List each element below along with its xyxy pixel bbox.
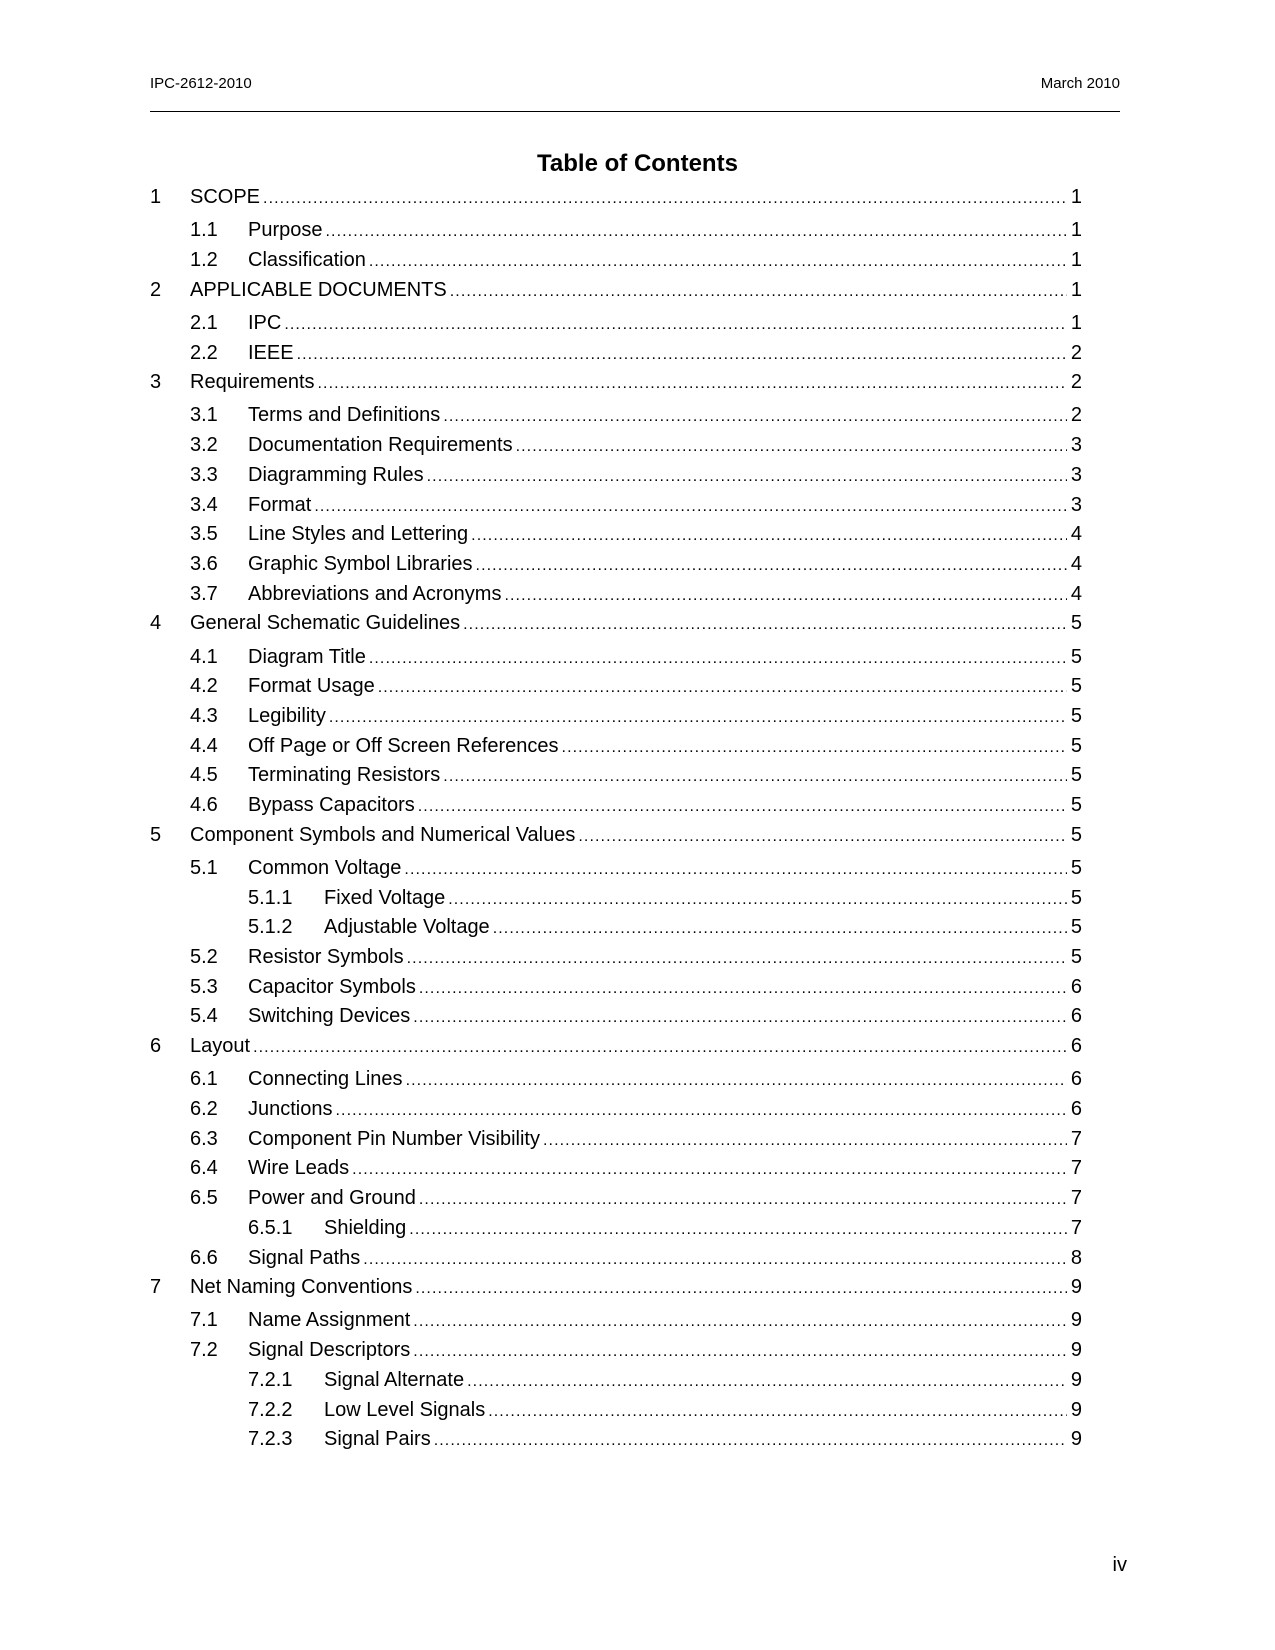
toc-entry-label: Resistor Symbols [248, 946, 407, 969]
toc-dot-leader [253, 1039, 1067, 1057]
toc-entry-label: Graphic Symbol Libraries [248, 553, 476, 576]
toc-entry[interactable] [190, 705, 1082, 731]
toc-entry-label: Off Page or Off Screen References [248, 735, 562, 758]
toc-entry-page: 4 [1067, 523, 1082, 546]
toc-entry-label: Component Pin Number Visibility [248, 1128, 543, 1151]
toc-dot-leader [443, 768, 1067, 786]
page-number: iv [1112, 1554, 1127, 1576]
toc-entry-number: 3.3 [190, 463, 218, 486]
toc-entry-number: 6 [150, 1035, 162, 1058]
toc-entry-label: Purpose [248, 219, 326, 242]
toc-entry-page: 5 [1067, 675, 1082, 698]
toc-dot-leader [329, 709, 1067, 727]
toc-entry[interactable] [190, 434, 1082, 460]
toc-entry-number: 6.1 [190, 1068, 218, 1091]
toc-entry-page: 5 [1067, 794, 1082, 817]
toc-entry-page: 5 [1067, 612, 1082, 635]
toc-entry-label: Requirements [190, 371, 318, 394]
header-date: March 2010 [1040, 75, 1120, 92]
toc-dot-leader [471, 527, 1067, 545]
toc-entry-number: 7.2 [190, 1339, 218, 1362]
toc-entry-page: 9 [1067, 1309, 1082, 1332]
toc-entry-number: 4.4 [190, 734, 218, 757]
toc-entry-label: Signal Paths [248, 1247, 363, 1270]
toc-entry-number: 5.4 [190, 1005, 218, 1028]
toc-entry-page: 7 [1067, 1128, 1082, 1151]
toc-entry-number: 4.5 [190, 764, 218, 787]
toc-entry-number: 3.4 [190, 493, 218, 516]
toc-entry-number: 4.3 [190, 704, 218, 727]
toc-entry[interactable] [150, 824, 1082, 850]
toc-dot-leader [297, 346, 1067, 364]
toc-entry[interactable] [190, 464, 1082, 490]
toc-entry-page: 5 [1067, 735, 1082, 758]
toc-entry[interactable] [150, 1276, 1082, 1302]
toc-dot-leader [413, 1313, 1067, 1331]
toc-entry-page: 9 [1067, 1369, 1082, 1392]
toc-dot-leader [504, 587, 1067, 605]
toc-entry-label: Layout [190, 1035, 253, 1058]
toc-entry[interactable] [190, 1309, 1082, 1335]
toc-entry-label: Connecting Lines [248, 1068, 406, 1091]
toc-entry-page: 9 [1067, 1339, 1082, 1362]
toc-dot-leader [284, 316, 1067, 334]
toc-entry[interactable] [190, 1187, 1082, 1213]
toc-entry[interactable] [190, 1157, 1082, 1183]
toc-entry-number: 7.2.2 [248, 1398, 293, 1421]
toc-entry-label: Bypass Capacitors [248, 794, 418, 817]
toc-entry-page: 1 [1067, 219, 1082, 242]
toc-dot-leader [413, 1009, 1067, 1027]
toc-entry-label: Signal Descriptors [248, 1339, 413, 1362]
toc-entry-number: 5.2 [190, 946, 218, 968]
toc-entry-label: Fixed Voltage [324, 887, 448, 910]
toc-entry[interactable] [150, 612, 1082, 638]
toc-entry[interactable] [190, 523, 1082, 549]
toc-entry-number: 4.1 [190, 645, 218, 668]
toc-dot-leader [543, 1132, 1067, 1150]
toc-entry-page: 5 [1067, 916, 1082, 939]
toc-entry[interactable] [248, 1428, 1082, 1454]
toc-entry[interactable] [150, 1035, 1082, 1061]
toc-entry-number: 7.1 [190, 1309, 218, 1332]
toc-dot-leader [516, 438, 1067, 456]
toc-dot-leader [326, 223, 1068, 241]
toc-entry-page: 2 [1067, 404, 1082, 427]
toc-entry-page: 3 [1067, 434, 1082, 457]
toc-entry[interactable] [190, 219, 1082, 245]
toc-entry[interactable] [150, 371, 1082, 397]
toc-entry[interactable] [190, 946, 1082, 972]
toc-entry-number: 3.7 [190, 582, 218, 605]
toc-entry[interactable] [190, 976, 1082, 1002]
toc-entry-number: 6.5 [190, 1187, 218, 1210]
toc-dot-leader [314, 498, 1067, 516]
toc-entry[interactable] [190, 494, 1082, 520]
toc-entry[interactable] [190, 404, 1082, 430]
toc-entry-number: 6.4 [190, 1157, 218, 1180]
toc-entry[interactable] [150, 279, 1082, 305]
toc-entry-page: 7 [1067, 1187, 1082, 1210]
toc-dot-leader [488, 1403, 1067, 1421]
toc-entry[interactable] [190, 1098, 1082, 1124]
toc-dot-leader [450, 283, 1067, 301]
toc-entry-page: 6 [1067, 1035, 1082, 1058]
toc-dot-leader [378, 679, 1067, 697]
toc-entry-number: 5.1.1 [248, 886, 293, 909]
toc-entry-page: 2 [1067, 371, 1082, 394]
toc-title: Table of Contents [537, 150, 738, 177]
toc-entry-page: 5 [1067, 705, 1082, 728]
toc-entry-page: 9 [1067, 1428, 1082, 1451]
toc-entry-page: 1 [1067, 249, 1082, 272]
toc-entry-page: 5 [1067, 764, 1082, 787]
toc-entry-page: 6 [1067, 1098, 1082, 1121]
toc-entry-label: Component Symbols and Numerical Values [190, 824, 578, 847]
toc-dot-leader [263, 190, 1067, 208]
toc-entry-label: General Schematic Guidelines [190, 612, 463, 635]
toc-entry[interactable] [190, 1339, 1082, 1365]
toc-dot-leader [448, 891, 1067, 909]
header-rule [150, 111, 1120, 112]
toc-entry-label: Adjustable Voltage [324, 916, 493, 939]
toc-dot-leader [404, 861, 1067, 879]
toc-dot-leader [562, 739, 1067, 757]
toc-dot-leader [443, 408, 1067, 426]
toc-entry-number: 5.1.2 [248, 916, 293, 939]
toc-entry-label: IPC [248, 312, 284, 335]
toc-entry-number: 7 [150, 1276, 162, 1299]
toc-dot-leader [415, 1280, 1067, 1298]
toc-entry-page: 6 [1067, 1068, 1082, 1091]
toc-entry-label: Terms and Definitions [248, 404, 443, 427]
toc-entry-label: Capacitor Symbols [248, 976, 419, 999]
toc-entry-page: 4 [1067, 553, 1082, 576]
toc-entry-number: 1.2 [190, 248, 218, 271]
toc-entry-page: 9 [1067, 1399, 1082, 1422]
toc-entry-label: Signal Pairs [324, 1428, 434, 1451]
toc-entry-page: 3 [1067, 494, 1082, 517]
toc-dot-leader [427, 468, 1067, 486]
toc-entry-page: 5 [1067, 857, 1082, 880]
toc-entry[interactable] [190, 794, 1082, 820]
toc-entry-label: Format Usage [248, 675, 378, 698]
toc-entry-number: 1.1 [190, 219, 218, 242]
toc-dot-leader [318, 375, 1067, 393]
toc-entry[interactable] [190, 857, 1082, 883]
toc-entry-number: 4.6 [190, 794, 218, 816]
toc-entry[interactable] [248, 916, 1082, 942]
toc-entry-number: 6.2 [190, 1098, 218, 1120]
toc-entry[interactable] [190, 1128, 1082, 1154]
toc-entry-number: 4 [150, 612, 162, 635]
toc-entry-page: 1 [1067, 279, 1082, 302]
toc-entry-page: 7 [1067, 1217, 1082, 1240]
toc-entry[interactable] [190, 312, 1082, 338]
toc-entry-label: Legibility [248, 705, 329, 728]
toc-entry-page: 9 [1067, 1276, 1082, 1299]
toc-entry[interactable] [190, 342, 1082, 368]
header-document-id: IPC-2612-2010 [150, 75, 252, 92]
toc-entry-number: 3.5 [190, 523, 218, 546]
toc-entry-page: 7 [1067, 1157, 1082, 1180]
toc-entry-label: Diagram Title [248, 646, 369, 669]
toc-entry-page: 1 [1067, 186, 1082, 209]
toc-entry-page: 8 [1067, 1247, 1082, 1270]
toc-entry-page: 5 [1067, 887, 1082, 910]
toc-entry[interactable] [190, 553, 1082, 579]
toc-dot-leader [406, 1072, 1067, 1090]
toc-entry[interactable] [190, 675, 1082, 701]
toc-entry-number: 3.1 [190, 404, 218, 427]
toc-entry[interactable] [190, 583, 1082, 609]
toc-dot-leader [419, 980, 1067, 998]
toc-entry[interactable] [190, 1005, 1082, 1031]
toc-entry-page: 3 [1067, 464, 1082, 487]
toc-dot-leader [476, 557, 1067, 575]
toc-entry-label: Terminating Resistors [248, 764, 443, 787]
toc-dot-leader [413, 1343, 1067, 1361]
toc-entry-number: 6.3 [190, 1127, 218, 1150]
toc-entry-number: 6.6 [190, 1246, 218, 1269]
toc-entry-label: Line Styles and Lettering [248, 523, 471, 546]
toc-entry-number: 5 [150, 823, 162, 846]
toc-dot-leader [369, 650, 1067, 668]
toc-entry-label: Format [248, 494, 314, 517]
toc-dot-leader [578, 828, 1067, 846]
toc-entry-number: 6.5.1 [248, 1216, 293, 1239]
toc-dot-leader [493, 920, 1067, 938]
toc-entry-page: 6 [1067, 976, 1082, 999]
toc-entry-page: 6 [1067, 1005, 1082, 1028]
toc-entry[interactable] [248, 1369, 1082, 1395]
toc-entry-number: 2 [150, 278, 162, 301]
toc-entry-number: 2.1 [190, 311, 218, 334]
toc-entry-label: Common Voltage [248, 857, 404, 880]
toc-entry-label: Low Level Signals [324, 1399, 488, 1422]
toc-entry[interactable] [248, 887, 1082, 913]
toc-entry-number: 4.2 [190, 675, 218, 698]
toc-dot-leader [352, 1161, 1067, 1179]
toc-entry[interactable] [190, 1068, 1082, 1094]
toc-entry-label: Shielding [324, 1217, 409, 1240]
toc-entry-number: 1 [150, 186, 162, 208]
toc-entry[interactable] [190, 764, 1082, 790]
toc-entry[interactable] [248, 1399, 1082, 1425]
toc-entry[interactable] [190, 249, 1082, 275]
toc-entry-page: 5 [1067, 824, 1082, 847]
toc-entry-page: 1 [1067, 312, 1082, 335]
toc-entry-label: Wire Leads [248, 1157, 352, 1180]
toc-dot-leader [363, 1251, 1067, 1269]
toc-entry-label: Switching Devices [248, 1005, 413, 1028]
toc-entry[interactable] [150, 186, 1082, 212]
toc-entry-label: Power and Ground [248, 1187, 419, 1210]
toc-entry-label: IEEE [248, 342, 297, 365]
toc-dot-leader [467, 1373, 1067, 1391]
toc-entry-page: 2 [1067, 342, 1082, 365]
toc-entry-number: 7.2.1 [248, 1368, 293, 1391]
toc-entry-label: Net Naming Conventions [190, 1276, 415, 1299]
toc-entry-number: 3 [150, 371, 162, 394]
toc-entry-number: 3.6 [190, 552, 218, 575]
toc-dot-leader [463, 616, 1067, 634]
toc-dot-leader [434, 1432, 1067, 1450]
toc-entry-label: APPLICABLE DOCUMENTS [190, 279, 450, 302]
toc-entry-label: Documentation Requirements [248, 434, 516, 457]
toc-entry-page: 5 [1067, 946, 1082, 969]
toc-entry-number: 2.2 [190, 341, 218, 364]
toc-dot-leader [418, 798, 1067, 816]
toc-dot-leader [336, 1102, 1068, 1120]
toc-entry-label: SCOPE [190, 186, 263, 209]
toc-entry-label: Classification [248, 249, 369, 272]
toc-entry[interactable] [190, 646, 1082, 672]
toc-entry-number: 7.2.3 [248, 1428, 293, 1451]
toc-entry-page: 4 [1067, 583, 1082, 606]
toc-entry-number: 5.1 [190, 856, 218, 879]
toc-entry-label: Diagramming Rules [248, 464, 427, 487]
toc-entry-label: Name Assignment [248, 1309, 413, 1332]
toc-entry[interactable] [248, 1217, 1082, 1243]
toc-dot-leader [419, 1191, 1067, 1209]
toc-dot-leader [407, 950, 1067, 968]
toc-dot-leader [409, 1221, 1067, 1239]
toc-entry-label: Signal Alternate [324, 1369, 467, 1392]
toc-entry-number: 5.3 [190, 975, 218, 998]
toc-entry-label: Junctions [248, 1098, 336, 1121]
toc-entry-label: Abbreviations and Acronyms [248, 583, 504, 606]
toc-entry-page: 5 [1067, 646, 1082, 669]
toc-entry-number: 3.2 [190, 434, 218, 457]
toc-entry[interactable] [190, 735, 1082, 761]
toc-dot-leader [369, 253, 1067, 271]
toc-entry[interactable] [190, 1247, 1082, 1273]
